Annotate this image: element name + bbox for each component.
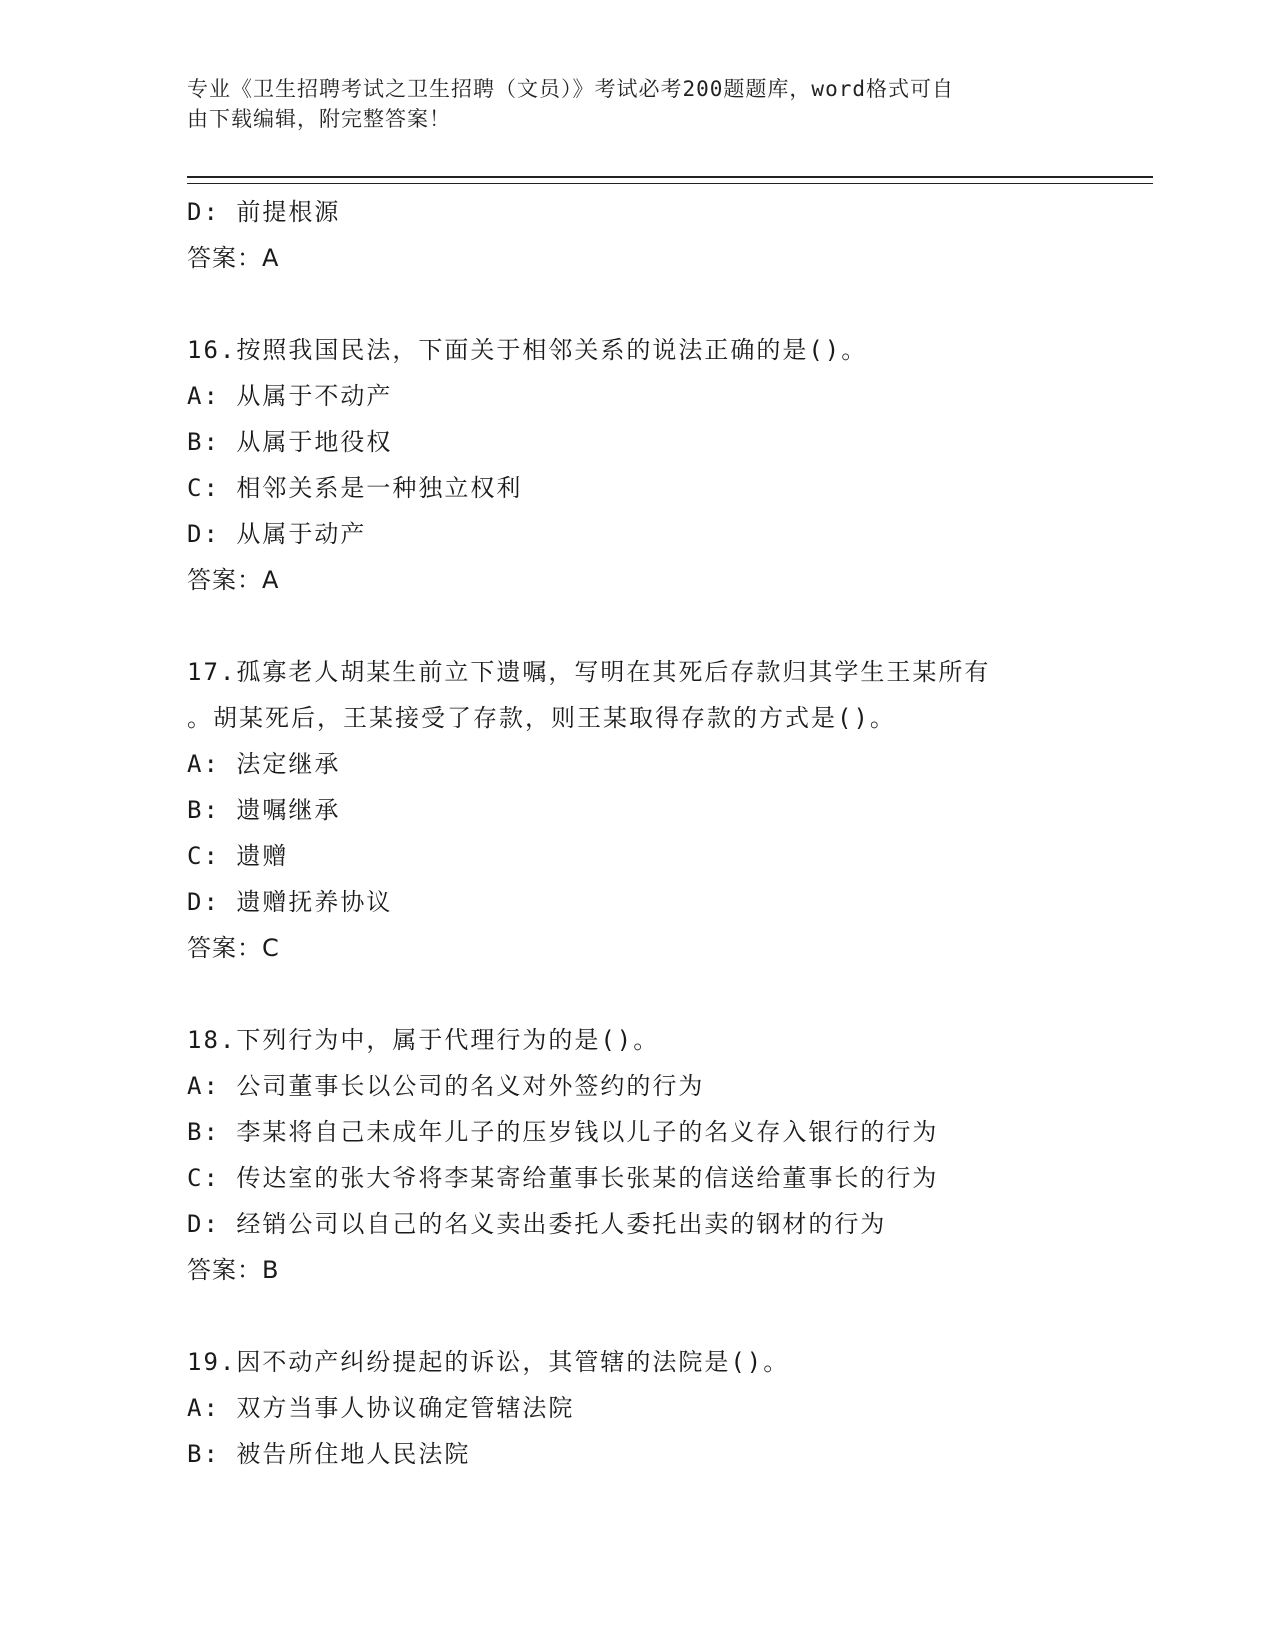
option-d: D: 遗赠抚养协议 — [187, 888, 393, 916]
header-line-2: 由下载编辑，附完整答案！ — [187, 107, 451, 131]
option-d: D: 经销公司以自己的名义卖出委托人委托出卖的钢材的行为 — [187, 1210, 887, 1238]
header-divider — [187, 176, 1153, 184]
question-block — [187, 649, 1153, 971]
option-c: C: 相邻关系是一种独立权利 — [187, 474, 523, 502]
option-c: C: 遗赠 — [187, 842, 289, 870]
question-block — [187, 1017, 1153, 1293]
option-a: A: 法定继承 — [187, 750, 341, 778]
question-stem-continued: 。胡某死后，王某接受了存款，则王某取得存款的方式是()。 — [187, 704, 896, 732]
question-stem: 18.下列行为中，属于代理行为的是()。 — [187, 1026, 660, 1054]
option-d: D: 从属于动产 — [187, 520, 367, 548]
option-c: C: 传达室的张大爷将李某寄给董事长张某的信送给董事长的行为 — [187, 1164, 939, 1192]
spacer — [187, 281, 1153, 327]
spacer — [187, 971, 1153, 1017]
option-a: A: 公司董事长以公司的名义对外签约的行为 — [187, 1072, 705, 1100]
question-block — [187, 1339, 1153, 1477]
option-b: B: 被告所住地人民法院 — [187, 1440, 471, 1468]
carryover-answer: 答案：A — [187, 244, 280, 272]
header-line-1: 专业《卫生招聘考试之卫生招聘（文员）》考试必考200题题库，word格式可自 — [187, 77, 954, 101]
answer: 答案：C — [187, 934, 280, 962]
carryover-option-d: D: 前提根源 — [187, 198, 341, 226]
question-stem: 17.孤寡老人胡某生前立下遗嘱，写明在其死后存款归其学生王某所有 — [187, 658, 991, 686]
spacer — [187, 1293, 1153, 1339]
option-b: B: 从属于地役权 — [187, 428, 393, 456]
option-b: B: 遗嘱继承 — [187, 796, 341, 824]
question-block — [187, 327, 1153, 603]
answer: 答案：A — [187, 566, 280, 594]
option-a: A: 双方当事人协议确定管辖法院 — [187, 1394, 575, 1422]
option-a: A: 从属于不动产 — [187, 382, 393, 410]
document-header — [187, 74, 1067, 134]
question-list — [187, 189, 1153, 1477]
question-stem: 16.按照我国民法，下面关于相邻关系的说法正确的是()。 — [187, 336, 868, 364]
question-stem: 19.因不动产纠纷提起的诉讼，其管辖的法院是()。 — [187, 1348, 790, 1376]
answer: 答案：B — [187, 1256, 280, 1284]
spacer — [187, 603, 1153, 649]
option-b: B: 李某将自己未成年儿子的压岁钱以儿子的名义存入银行的行为 — [187, 1118, 939, 1146]
